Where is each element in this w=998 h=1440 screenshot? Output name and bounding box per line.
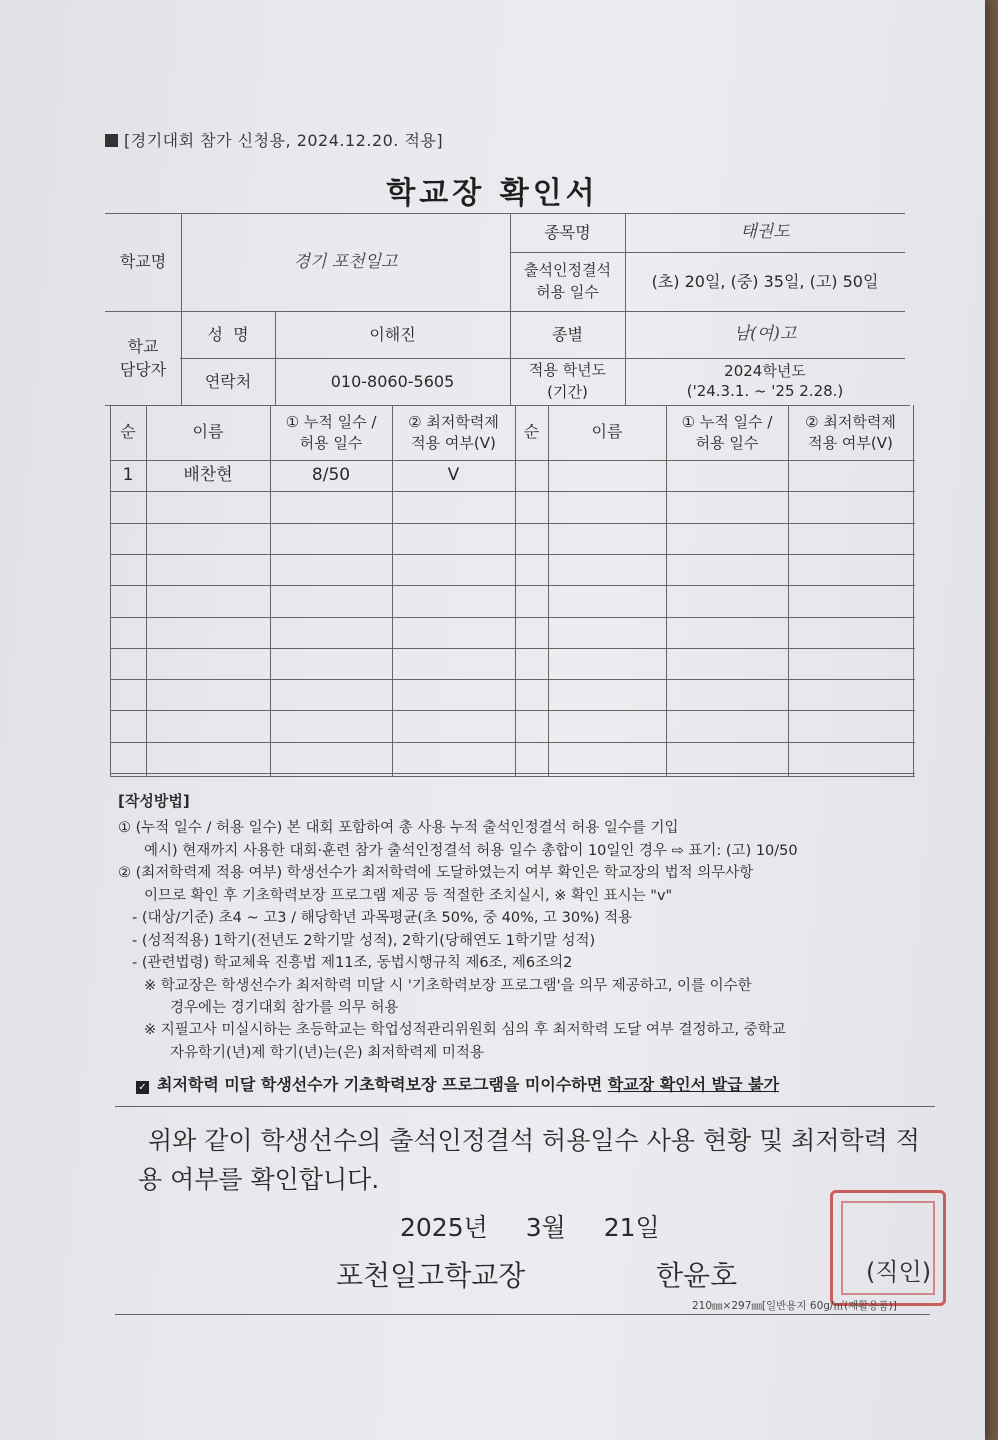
year-value: 2024학년도 ('24.3.1. ~ '25 2.28.) (686, 362, 844, 400)
table-row-line (110, 523, 915, 524)
table-header-cell: ① 누적 일수 / 허용 일수 (681, 412, 773, 452)
table-row-line (110, 648, 915, 649)
table-cell: V (447, 465, 460, 486)
table-row-line (110, 491, 915, 492)
notice (136, 1072, 779, 1095)
page-title: 학교장 확인서 (386, 176, 599, 211)
sport-value: 태권도 (740, 222, 790, 243)
method-line: ② (최저학력제 적용 여부) 학생선수가 최저학력에 도달하였는지 여부 확인은 학교장의 법적 의무사항 (118, 865, 754, 882)
table-cell: 8/50 (311, 465, 351, 486)
phone-value: 010-8060-5605 (330, 371, 455, 391)
footer-divider (115, 1314, 930, 1315)
method-line: - (관련법령) 학교체육 진흥법 제11조, 동법시행규칙 제6조, 제6조의2 (132, 955, 573, 972)
absence-value: (초) 20일, (중) 35일, (고) 50일 (651, 271, 879, 291)
confirm-statement: 위와 같이 학생선수의 출석인정결석 허용일수 사용 현황 및 최저학력 적용 여부를 확인합니다. (138, 1126, 920, 1194)
year-label: 적용 학년도 (기간) (528, 360, 607, 401)
table-row-line (110, 554, 915, 555)
sport-label: 종목명 (544, 222, 591, 242)
method-line: - (대상/기준) 초4 ~ 고3 / 해당학년 과목평균(초 50%, 중 40%, 고 30%) 적용 (132, 910, 633, 927)
seal-label: (직인) (866, 1258, 932, 1286)
method-line: 예시) 현재까지 사용한 대회·훈련 참가 출석인정결석 허용 일수 총합이 10일인 경우 ⇨ 표기: (고) 10/50 (144, 842, 798, 859)
table-column-line (666, 405, 667, 776)
school-value: 경기 포천일고 (293, 251, 398, 272)
header-note-text: [경기대회 참가 신청용, 2024.12.20. 적용] (124, 131, 444, 150)
table-header-cell: 순 (523, 422, 540, 442)
paper-spec-footer: 210㎜×297㎜[일반용지 60g/㎡(재활용품)] (692, 1300, 897, 1312)
contact-group-label: 학교 담당자 (119, 336, 167, 379)
notice-underlined: 학교장 확인서 발급 불가 (607, 1075, 780, 1094)
name-label: 성 명 (207, 324, 249, 344)
table-header-cell: 이름 (591, 422, 623, 442)
table-header-cell: ② 최저학력제 적용 여부(V) (408, 412, 499, 452)
table-header-cell: ① 누적 일수 / 허용 일수 (285, 412, 377, 452)
header-note (105, 128, 443, 151)
table-cell: 1 (122, 465, 134, 486)
method-line: ※ 지필고사 미실시하는 초등학교는 학업성적관리위원회 심의 후 최저학력 도달 여부 결정하고, 중학교 (144, 1022, 786, 1039)
table-row-line (110, 742, 915, 743)
method-line: 경우에는 경기대회 참가를 의무 허용 (170, 1000, 399, 1016)
method-line: - (성적적용) 1학기(전년도 2학기말 성적), 2학기(당해연도 1학기말 성적) (132, 932, 596, 949)
table-row-line (110, 585, 915, 586)
table-column-line (788, 405, 789, 776)
official-seal-stamp (830, 1190, 946, 1306)
table-row-line (110, 710, 915, 711)
issue-date: 2025년 3월 21일 (400, 1213, 660, 1242)
method-line: ※ 학교장은 학생선수가 최저학력 미달 시 '기초학력보장 프로그램'을 의무 제공하고, 이를 이수한 (144, 977, 752, 994)
school-head: 포천일고학교장 (336, 1259, 526, 1292)
school-label: 학교명 (119, 252, 167, 272)
phone-label: 연락처 (204, 371, 252, 391)
section-divider (115, 1106, 935, 1107)
gender-value: 남(여)고 (733, 324, 797, 345)
principal-name: 한윤호 (656, 1259, 738, 1292)
square-bullet-icon (105, 134, 118, 147)
table-column-line (548, 405, 549, 776)
method-line: 자유학기(년)제 학기(년)는(은) 최저학력제 미적용 (170, 1044, 484, 1061)
name-value: 이해진 (369, 324, 416, 344)
notice-text: 최저학력 미달 학생선수가 기초학력보장 프로그램을 미이수하면 (157, 1075, 608, 1094)
method-heading: [작성방법] (118, 792, 190, 810)
table-border (110, 776, 915, 777)
table-row-line (110, 617, 915, 618)
table-column-line (913, 405, 914, 776)
table-cell: 배찬현 (183, 465, 233, 486)
method-line: 이므로 확인 후 기초학력보장 프로그램 제공 등 적절한 조치실시, ※ 확인 표시는 "v" (144, 887, 673, 904)
table-header-cell: 순 (120, 422, 136, 442)
notice-box-icon: ✓ (136, 1081, 149, 1094)
table-header-cell: ② 최저학력제 적용 여부(V) (805, 412, 896, 452)
table-column-line (515, 405, 516, 776)
absence-label: 출석인정결석 허용 일수 (524, 260, 611, 301)
table-header-cell: 이름 (192, 422, 224, 442)
method-line: ① (누적 일수 / 허용 일수) 본 대회 포함하여 총 사용 누적 출석인정결석 허용 일수를 기입 (118, 820, 679, 837)
table-row-line (110, 773, 915, 774)
writing-method (118, 790, 928, 1064)
table-row-line (110, 679, 915, 680)
gender-label: 종별 (552, 324, 583, 344)
